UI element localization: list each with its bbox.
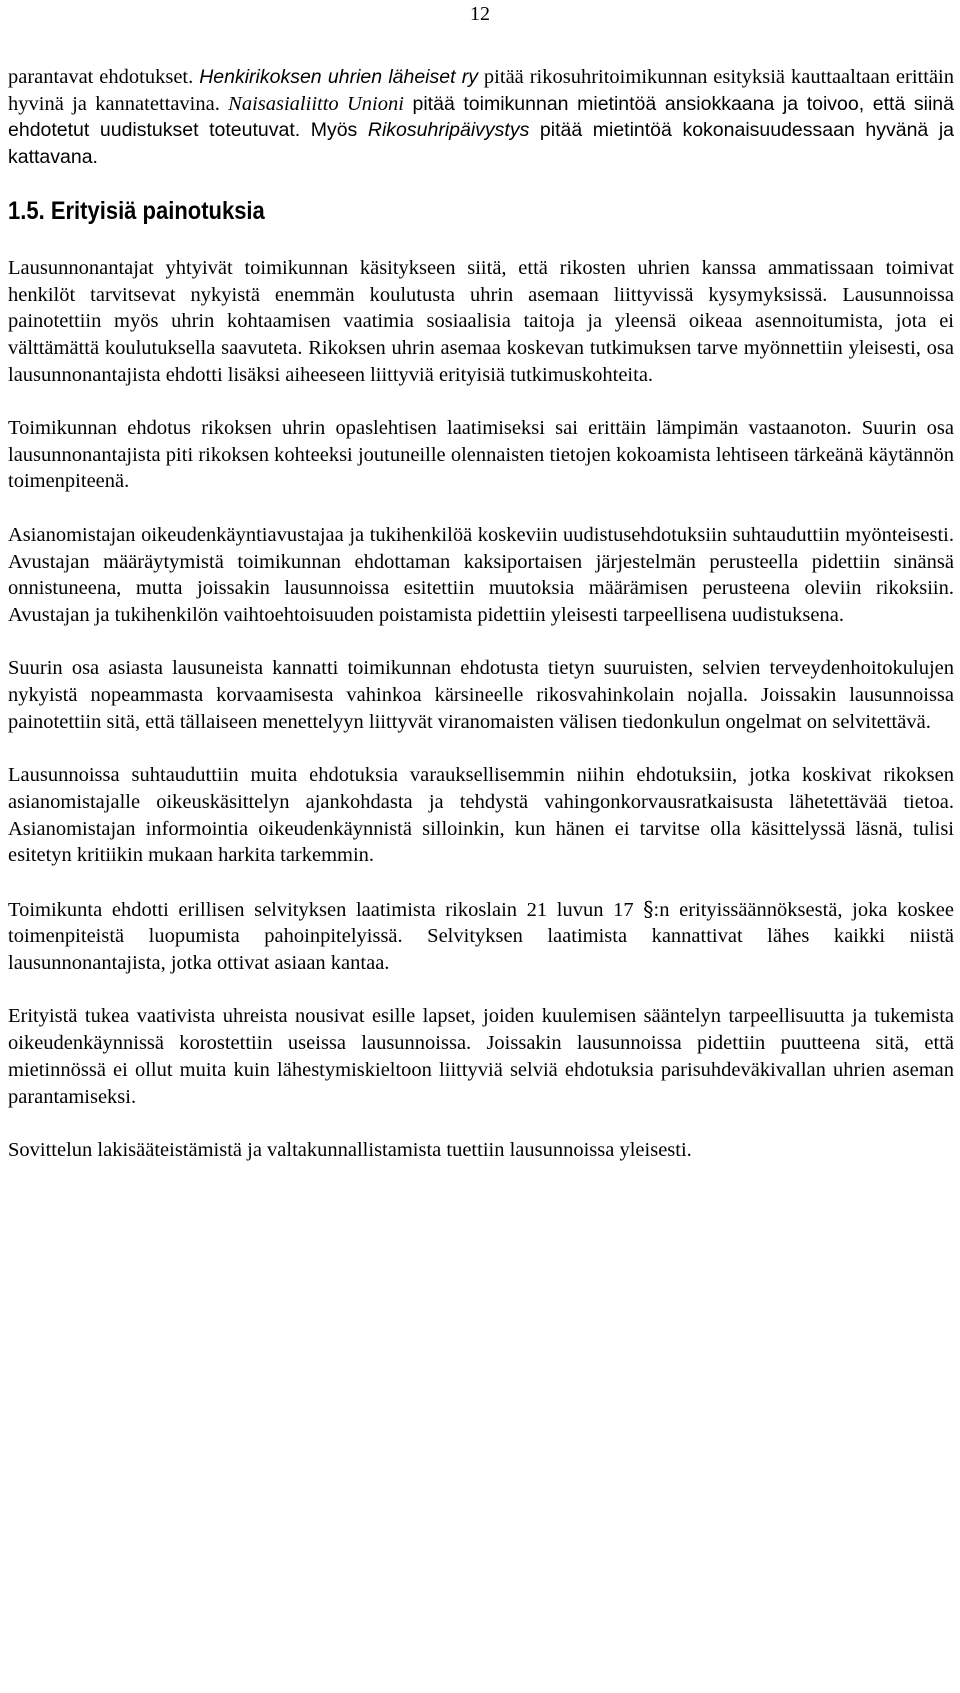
- org-naisasialiitto-unioni: Naisasialiitto Unioni: [228, 92, 404, 115]
- section-heading: [8, 196, 840, 226]
- paragraph-information: Lausunnoissa suhtauduttiin muita ehdotuksia varauksellisemmin niihin ehdotuksiin, jotka koskivat rikoksen asianomistajalle oikeuskäsittelyn ajankohdasta ja tehdystä vahingonkorvausratkaisusta lähetettävää tietoa. Asianomistajan informointia oikeudenkäynnistä silloinkin, kun hänen ei tarvitse olla käsittelyssä läsnä, tulisi esitetyn kritiikin mukaan harkita tarkemmin.: [8, 764, 954, 867]
- paragraph-vulnerable-victims: Erityistä tukea vaativista uhreista nousivat esille lapset, joiden kuulemisen sääntelyn tarpeellisuutta ja tukemista oikeudenkäynnissä korostettiin useissa lausunnoissa. Joissakin lausunnoissa pidettiin puutteena sitä, että mietinnössä ei ollut muita kuin lähestymiskieltoon liittyviä selviä ehdotuksia parisuhdeväkivallan uhrien aseman parantamiseksi.: [8, 1005, 954, 1108]
- intro-text-2: pitää rikosuhritoimikunnan esityksiä kauttaaltaan erittäin hyvinä ja kannatettavina.: [8, 66, 954, 115]
- intro-paragraph: [8, 64, 954, 171]
- org-rikosuhripaivystys: Rikosuhripäivystys: [367, 119, 530, 142]
- section-sign: §: [643, 896, 654, 921]
- intro-text-1: parantavat ehdotukset.: [8, 66, 200, 88]
- org-henkirikoksen-uhrien-laheiset: Henkirikoksen uhrien läheiset ry: [199, 66, 478, 88]
- paragraph-counsel: Asianomistajan oikeudenkäyntiavustajaa ja tukihenkilöä koskeviin uudistusehdotuksiin suhtauduttiin myönteisesti. Avustajan määräytymistä toimikunnan ehdottaman kaksiportaisen järjestelmän perusteella pidettiin sinänsä onnistuneena, mutta joissakin lausunnoissa esitettiin muutoksia määrämisen perusteena oleviin rikoksiin. Avustajan ja tukihenkilön vaihtoehtoisuuden poistamista pidettiin yleisesti tarpeellisena uudistuksena.: [8, 523, 954, 626]
- section-number: 1.5.: [8, 196, 45, 225]
- intro-text-3: pitää toimikunnan mietintöä ansiokkaana ja toivoo, että siinä ehdotetut uudistukset toteutuvat. Myös: [8, 92, 954, 142]
- section-title: Erityisiä painotuksia: [50, 196, 265, 225]
- paragraph-mediation: Sovittelun lakisääteistämistä ja valtakunnallistamista tuettiin lausunnoissa yleisesti.: [8, 1138, 692, 1161]
- paragraph-assault-text-2: :n erityissäännöksestä, joka koskee toimenpiteistä luopumista pahoinpitelyissä. Selvityksen laatimista kannattivat lähes kaikki niistä lausunnonantajista, jotka ottivat asiaan kantaa.: [8, 898, 954, 975]
- paragraph-assault-text-1: Toimikunta ehdotti erillisen selvityksen laatimista rikoslain 21 luvun 17: [8, 898, 644, 921]
- document-body: [8, 64, 954, 1190]
- paragraph-assault-provision: [8, 896, 954, 977]
- paragraph-compensation: Suurin osa asiasta lausuneista kannatti toimikunnan ehdotusta tietyn suuruisten, selvien terveydenhoitokulujen nykyistä nopeammasta korvaamisesta vahinkoa kärsineelle rikosvahinkolain nojalla. Joissakin lausunnoissa painotettiin sitä, että tällaiseen menettelyyn liittyvät viranomaisten välisen tiedonkulun ongelmat on selvitettävä.: [8, 657, 954, 733]
- paragraph-training: Lausunnonantajat yhtyivät toimikunnan käsitykseen siitä, että rikosten uhrien kanssa ammatissaan toimivat henkilöt tarvitsevat nykyistä enemmän koulutusta uhrin asemaan liittyvissä kysymyksissä. Lausunnoissa painotettiin myös uhrin kohtaamisen vaatimia sosiaalisia taitoja ja yleensä oikeaa asennoitumista, jota ei välttämättä koulutuksella saavuteta. Rikoksen uhrin asemaa koskevan tutkimuksen tarve myönnettiin yleisesti, osa lausunnonantajista ehdotti lisäksi aiheeseen liittyviä erityisiä tutkimuskohteita.: [8, 256, 954, 386]
- intro-text-4: pitää mietintöä kokonaisuudessaan hyvänä ja kattavana.: [8, 119, 954, 169]
- page-number: 12: [470, 3, 490, 25]
- paragraph-guide-leaflet: Toimikunnan ehdotus rikoksen uhrin opaslehtisen laatimiseksi sai erittäin lämpimän vastaanoton. Suurin osa lausunnonantajista piti rikoksen kohteeksi joutuneille olennaisten tietojen kokoamista lehtiseen tärkeänä käytännön toimenpiteenä.: [8, 417, 954, 493]
